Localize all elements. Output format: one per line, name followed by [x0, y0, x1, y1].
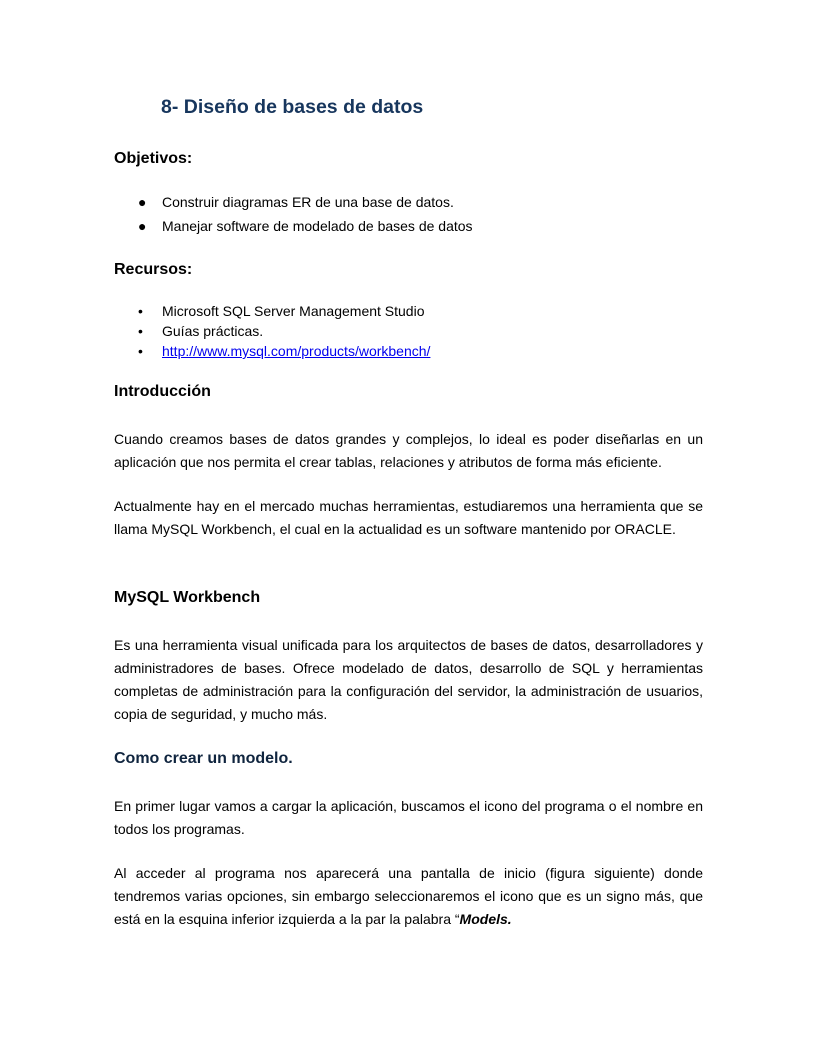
introduccion-heading: Introducción [114, 383, 211, 400]
introduccion-paragraph-1: Cuando creamos bases de datos grandes y complejos, lo ideal es poder diseñarlas en un aplicación que nos permita el crear tablas, relaciones y atributos de forma más eficiente. [114, 431, 703, 470]
recursos-list [114, 302, 430, 362]
modelo-heading: Como crear un modelo. [114, 750, 293, 767]
chapter-title: 8- Diseño de bases de datos [161, 96, 424, 118]
list-item: • Microsoft SQL Server Management Studio [138, 303, 425, 319]
bullet-icon: • [138, 343, 143, 359]
models-emphasis: Models. [459, 911, 512, 927]
bullet-icon: ● [138, 218, 147, 234]
workbench-link[interactable]: http://www.mysql.com/products/workbench/ [162, 343, 431, 359]
modelo-paragraph-1: En primer lugar vamos a cargar la aplicación, buscamos el icono del programa o el nombre en todos los programas. [114, 798, 703, 837]
workbench-paragraph: Es una herramienta visual unificada para los arquitectos de bases de datos, desarrolladores y administradores de bases. Ofrece modelado de datos, desarrollo de SQL y herramientas completas de administración para la configuración del servidor, la administración de usuarios, copia de seguridad, y mucho más. [114, 637, 703, 722]
list-item: • Guías prácticas. [138, 323, 264, 339]
bullet-icon: ● [138, 194, 147, 210]
list-item: ● Construir diagramas ER de una base de datos. [138, 194, 454, 210]
list-item [114, 342, 430, 362]
list-item: ● Manejar software de modelado de bases de datos [138, 218, 473, 234]
bullet-icon: • [138, 303, 143, 319]
workbench-heading: MySQL Workbench [114, 589, 261, 606]
bullet-icon: • [138, 323, 143, 339]
recursos-heading: Recursos: [114, 261, 193, 278]
introduccion-paragraph-2: Actualmente hay en el mercado muchas herramientas, estudiaremos una herramienta que se llama MySQL Workbench, el cual en la actualidad es un software mantenido por ORACLE. [114, 498, 703, 537]
modelo-paragraph-2: Al acceder al programa nos aparecerá una pantalla de inicio (figura siguiente) donde tendremos varias opciones, sin embargo seleccionaremos el icono que es un signo más, que está en la esquina inferior izquierda a la par la palabra “Models. [114, 865, 703, 927]
objetivos-list [114, 193, 473, 241]
objetivos-heading: Objetivos: [114, 150, 193, 167]
